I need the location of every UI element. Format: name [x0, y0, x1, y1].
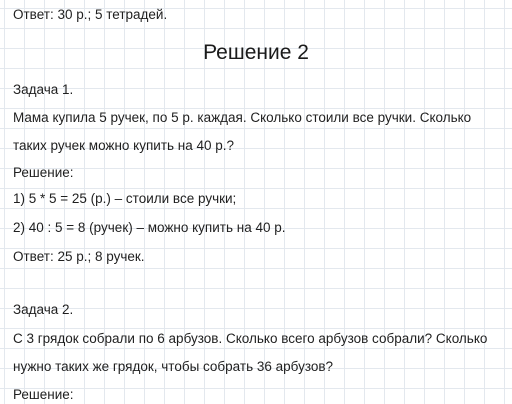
- task2-solution-label: Решение:: [13, 387, 74, 402]
- prev-answer: Ответ: 30 р.; 5 тетрадей.: [13, 7, 168, 22]
- task2-title: Задача 2.: [13, 302, 74, 317]
- task1-step1: 1) 5 * 5 = 25 (р.) – стоили все ручки;: [13, 191, 237, 206]
- task2-text-line2: нужно таких же грядок, чтобы собрать 36 арбузов?: [13, 359, 334, 374]
- task1-text-line1: Мама купила 5 ручек, по 5 р. каждая. Сколько стоили все ручки. Сколько: [13, 110, 472, 125]
- task1-solution-label: Решение:: [13, 165, 74, 180]
- task1-text-line2: таких ручек можно купить на 40 р.?: [13, 138, 235, 153]
- task2-text-line1: С 3 грядок собрали по 6 арбузов. Сколько всего арбузов собрали? Сколько: [13, 331, 488, 346]
- solution-heading: Решение 2: [203, 41, 309, 64]
- task1-title: Задача 1.: [13, 82, 74, 97]
- task1-step2: 2) 40 : 5 = 8 (ручек) – можно купить на 40 р.: [13, 220, 286, 235]
- task1-answer: Ответ: 25 р.; 8 ручек.: [13, 249, 145, 264]
